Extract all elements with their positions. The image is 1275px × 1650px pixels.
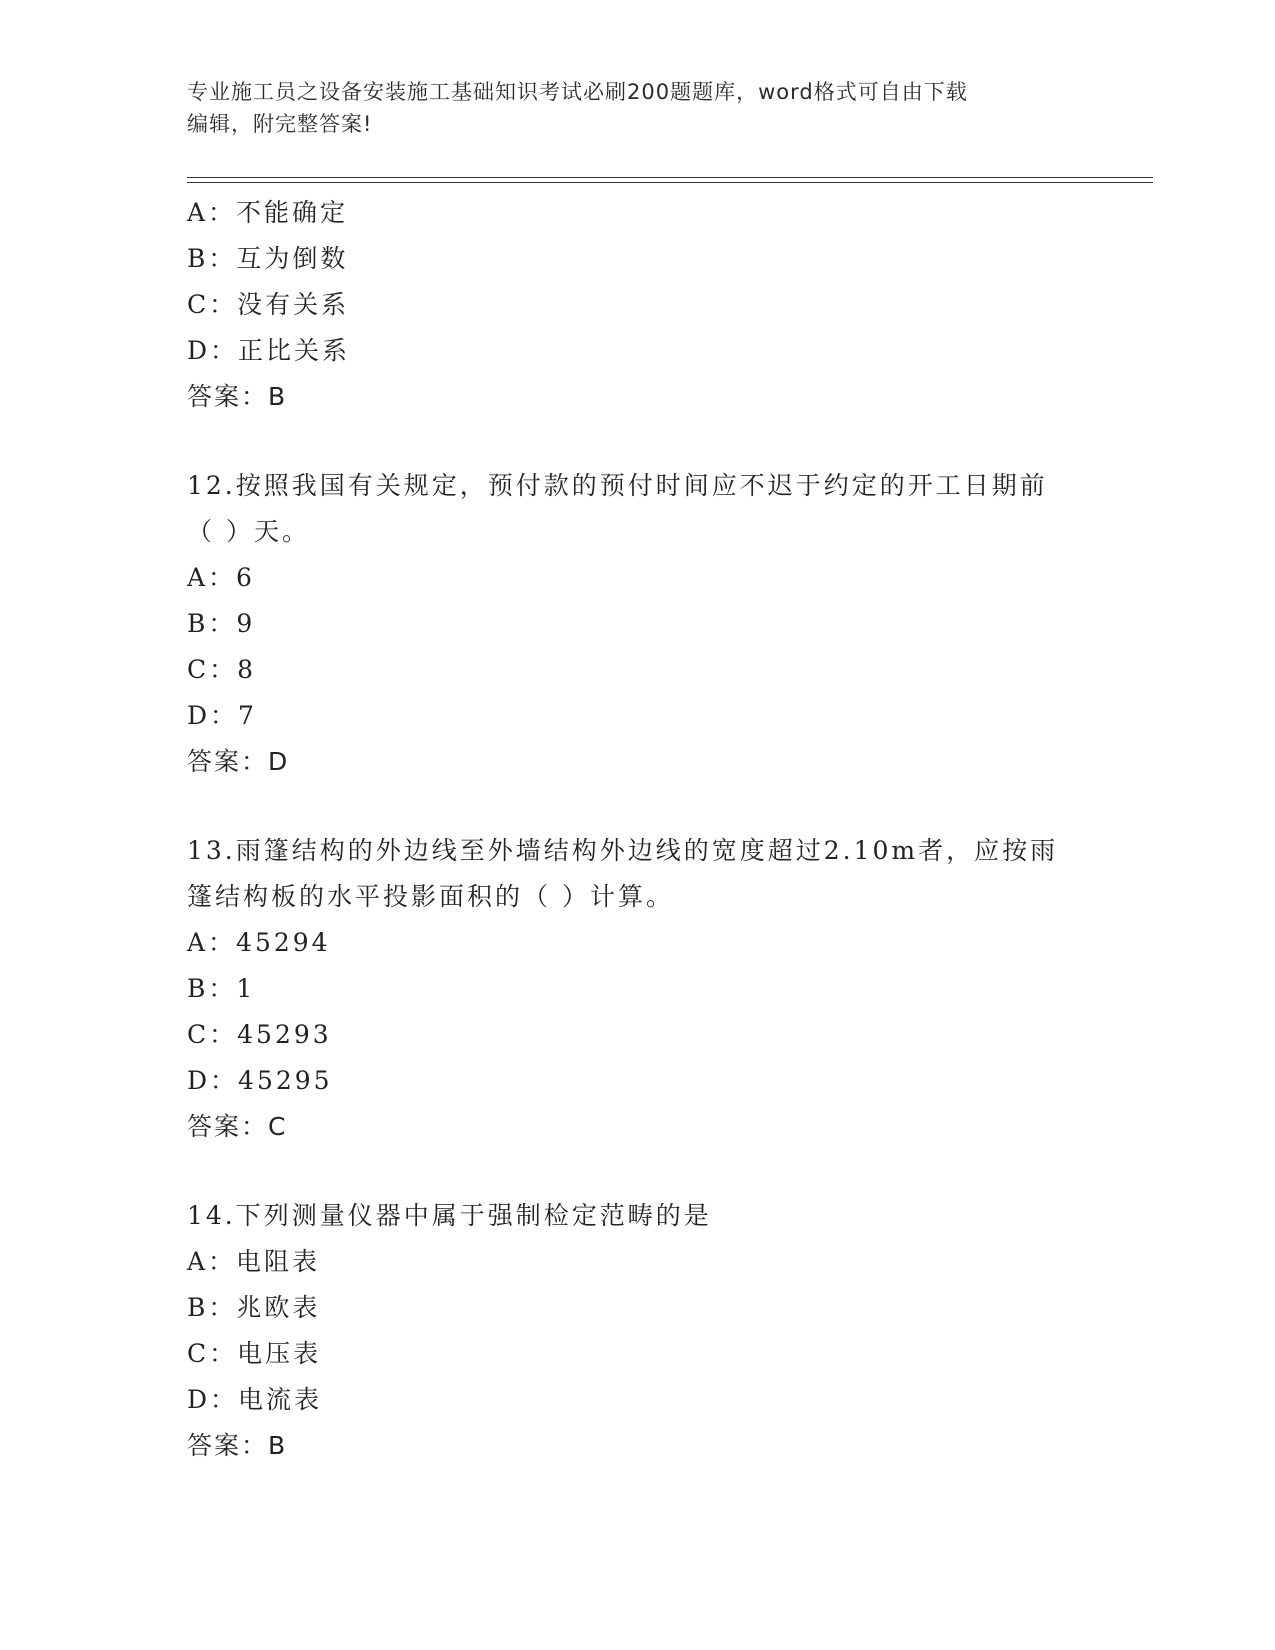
question-13 (187, 828, 1087, 1150)
question-list (187, 190, 1087, 1469)
option-b: B：互为倒数 (187, 244, 349, 273)
question-14 (187, 1193, 1087, 1469)
option-c: C：电压表 (187, 1339, 322, 1368)
option-a: A：电阻表 (187, 1247, 321, 1276)
question-spacer (187, 1150, 1087, 1193)
answer: 答案：D (187, 747, 290, 776)
question-12 (187, 463, 1087, 785)
question-stem-continued: （ ）天。 (187, 517, 310, 546)
header-line-2: 编辑，附完整答案! (187, 112, 373, 136)
answer: 答案：B (187, 382, 288, 411)
header-line-1: 专业施工员之设备安装施工基础知识考试必刷200题题库，word格式可自由下载 (187, 80, 968, 104)
option-a: A：45294 (187, 928, 331, 957)
option-b: B：9 (187, 609, 256, 638)
question-stem: 13.雨篷结构的外边线至外墙结构外边线的宽度超过2.10m者，应按雨 (187, 836, 1059, 865)
answer: 答案：B (187, 1431, 288, 1460)
question-11 (187, 190, 1087, 420)
option-a: A：不能确定 (187, 198, 349, 227)
option-d: D：7 (187, 701, 257, 730)
question-spacer (187, 785, 1087, 828)
option-d: D：45295 (187, 1066, 333, 1095)
question-stem: 14.下列测量仪器中属于强制检定范畴的是 (187, 1201, 712, 1230)
document-header (187, 76, 1067, 140)
header-divider-top (187, 177, 1153, 178)
option-b: B：1 (187, 974, 256, 1003)
option-c: C：45293 (187, 1020, 332, 1049)
answer: 答案：C (187, 1112, 288, 1141)
header-divider-bottom (187, 182, 1153, 183)
question-stem: 12.按照我国有关规定，预付款的预付时间应不迟于约定的开工日期前 (187, 471, 1048, 500)
option-c: C：没有关系 (187, 290, 350, 319)
option-c: C：8 (187, 655, 257, 684)
option-a: A：6 (187, 563, 255, 592)
question-spacer (187, 420, 1087, 463)
question-stem-continued: 篷结构板的水平投影面积的（ ）计算。 (187, 882, 674, 911)
option-d: D：正比关系 (187, 336, 351, 365)
option-d: D：电流表 (187, 1385, 323, 1414)
option-b: B：兆欧表 (187, 1293, 321, 1322)
